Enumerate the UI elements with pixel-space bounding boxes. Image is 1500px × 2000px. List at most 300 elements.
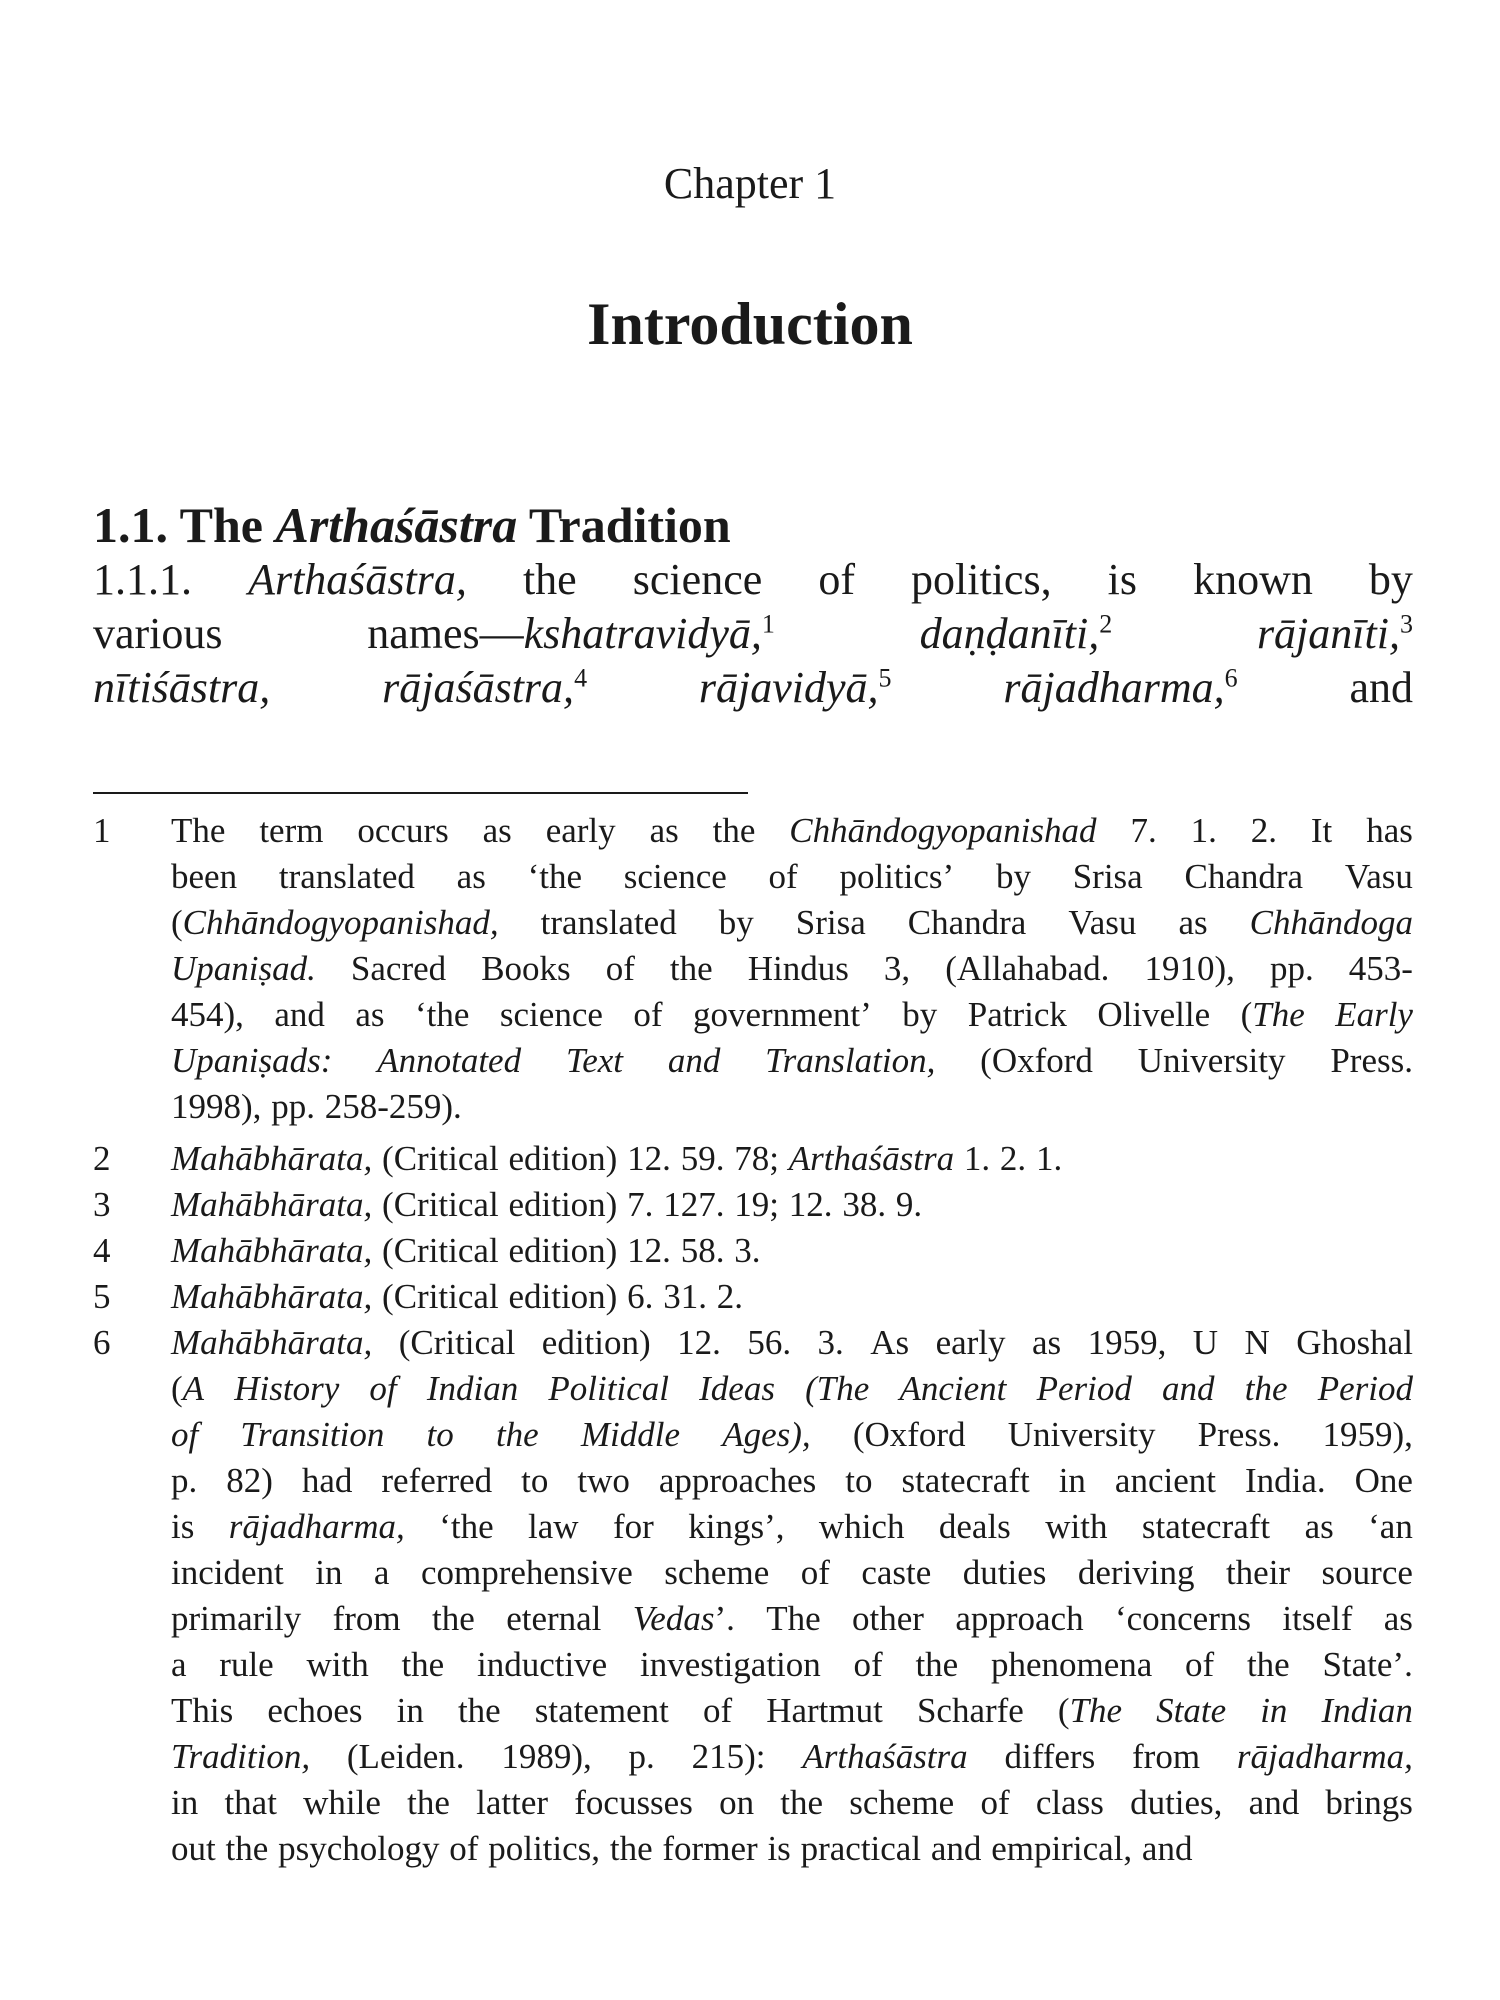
paragraph-line-1 [93,555,1413,604]
footnote-word: the [1246,1645,1290,1684]
footnote-line [171,808,1413,854]
footnote-word: Chhāndoga [1249,903,1413,942]
footnote-word: rājadharma, [228,1507,405,1546]
footnote-word: Srisa [795,903,866,942]
footnote-word: Chandra [1184,857,1304,896]
footnote-word: translated [278,857,415,896]
footnote-line [171,900,1413,946]
footnote-word: Period [1317,1369,1413,1408]
footnote-word: (A [171,1369,205,1408]
footnote-word: 3. [734,1231,761,1270]
footnote-word: The [171,811,226,850]
footnote-word: Chandra [907,903,1027,942]
footnote-word: 19; [734,1185,779,1224]
footnote-word: with [1045,1507,1108,1546]
footnote-line [171,1320,1413,1366]
footnote-word: statement [534,1691,669,1730]
footnote-word: 7. [1130,811,1157,850]
footnote-word: 31. [663,1277,707,1316]
footnote-ref[interactable]: 2 [1099,609,1113,639]
footnote-word: practical [800,1829,922,1868]
footnote-word: University [1137,1041,1286,1080]
footnote-word: Period [1036,1369,1132,1408]
footnote-word: the [457,1691,501,1730]
footnote-word: ancient [1114,1461,1216,1500]
footnote-word: statecraft [1141,1507,1271,1546]
footnote-word: the [780,1783,824,1822]
footnote-word: (The [1057,1691,1123,1730]
footnote-word: The [766,1599,821,1638]
footnote-word: Annotated [377,1041,522,1080]
footnote-word: echoes [267,1691,363,1730]
footnote-word: deriving [1077,1553,1195,1592]
footnote-word: Indian [426,1369,519,1408]
footnote-word: 82) [226,1461,273,1500]
footnote-word: 56. [747,1323,792,1362]
footnote-number: 5 [93,1277,111,1316]
footnote-word: 258-259). [324,1087,462,1126]
paragraph-word: is [1107,555,1138,604]
footnote-line [171,1550,1413,1596]
footnote-line [171,1458,1413,1504]
footnote-word: science [623,857,727,896]
footnote-word: ‘the [415,995,470,1034]
footnote-word: the [401,1645,445,1684]
footnote-word: University [1007,1415,1156,1454]
footnote-word: approaches [658,1461,817,1500]
footnote-word: (Oxford [852,1415,966,1454]
footnote-word: law [528,1507,579,1546]
footnote-1 [93,808,1413,1130]
footnote-word: other [852,1599,924,1638]
footnote-word: (Critical [382,1139,499,1178]
footnote-word: a [171,1645,187,1684]
footnote-word: and [667,1041,721,1080]
footnote-word: 12. [627,1139,671,1178]
footnote-word: the [432,1599,475,1638]
paragraph-term: daṇḍanīti, [919,609,1100,658]
footnote-word: with [306,1645,369,1684]
footnote-word: class [1035,1783,1104,1822]
footnote-word: Sacred [350,949,447,988]
footnote-word: caste [861,1553,932,1592]
footnote-word: Patrick [967,995,1067,1034]
chapter-label: Chapter 1 [663,159,837,208]
footnote-body [171,1182,1413,1228]
footnote-word: ‘the [527,857,583,896]
footnote-body [171,1274,1413,1320]
footnote-word: Hartmut [766,1691,883,1730]
chapter-title: Introduction [587,291,913,357]
footnote-word: (Critical [382,1277,499,1316]
footnote-word: to [521,1461,549,1500]
footnote-word: One [1354,1461,1413,1500]
paragraph-term: kshatravidyā, [523,609,762,658]
footnote-word: 1. [1190,811,1217,850]
footnote-word: 38. [842,1185,887,1224]
footnote-word: edition) [508,1231,618,1270]
footnote-word: out [171,1829,216,1868]
footnote-word: edition) [508,1277,618,1316]
footnote-word: Ghoshal [1296,1323,1413,1362]
footnote-word: as [1383,1599,1413,1638]
footnote-word: phenomena [990,1645,1153,1684]
footnote-word: Early [1335,995,1413,1034]
footnote-word: 3, [883,949,911,988]
footnote-ref[interactable]: 1 [761,609,775,639]
paragraph-word: the [522,555,577,604]
footnote-word: 1. [963,1139,991,1178]
footnote-number: 4 [93,1231,111,1270]
footnote-line [171,1366,1413,1412]
footnote-ref[interactable]: 6 [1224,663,1238,693]
footnote-word: This [171,1691,234,1730]
footnote-line [171,1182,1413,1228]
footnote-word: the [669,949,713,988]
footnote-word: to [845,1461,873,1500]
paragraph-word: Arthaśāstra, [248,555,467,604]
footnote-word: of [853,1645,883,1684]
footnote-word: the [712,811,756,850]
footnote-word: of [633,995,663,1034]
paragraph-phrase [1256,609,1413,658]
footnote-word: referred [381,1461,493,1500]
footnote-word: as [1304,1507,1334,1546]
footnote-word: the [609,1829,653,1868]
footnote-word: p. [171,1461,198,1500]
footnote-word: of [369,1369,397,1408]
footnote-word: pp. [271,1087,315,1126]
footnote-word: in [1260,1691,1288,1730]
footnote-word: (Critical [382,1231,499,1270]
footnote-word: the [1244,1369,1288,1408]
footnote-word: is [767,1829,791,1868]
footnote-word: from [1132,1737,1201,1776]
footnote-4 [93,1228,1413,1274]
footnote-word: Srisa [1072,857,1143,896]
footnote-word: Transition [240,1415,385,1454]
footnote-word: translated [540,903,677,942]
footnote-word: duties [962,1553,1047,1592]
paragraph-number: 1.1.1. [93,555,192,604]
footnote-word: the [915,1645,959,1684]
footnote-word: State [1156,1691,1227,1730]
footnote-word: Olivelle [1097,995,1211,1034]
footnote-number: 6 [93,1323,111,1362]
footnote-word: Arthaśāstra [802,1737,968,1776]
footnote-word: It [1310,811,1333,850]
paragraph-term: rājaśāstra, [382,663,575,712]
footnote-word: statecraft [901,1461,1030,1500]
footnote-word: in [1058,1461,1086,1500]
footnote-word: 6. [627,1277,654,1316]
footnote-word: of [1185,1645,1215,1684]
footnote-word: (Critical [382,1185,499,1224]
paragraph-term: rājavidyā, [698,663,879,712]
footnote-word: to [426,1415,454,1454]
footnotes-section [93,808,1413,1872]
footnote-word: and [1248,1783,1300,1822]
footnote-word: Middle [580,1415,681,1454]
footnote-line [171,1038,1413,1084]
footnote-word: (Allahabad. [945,949,1110,988]
footnote-word: 12. [677,1323,721,1362]
footnote-line [171,1228,1413,1274]
paragraph-line-3 [93,663,1413,712]
footnote-word: by [902,995,938,1034]
footnote-separator [93,792,748,794]
footnote-word: Indian [1321,1691,1413,1730]
footnote-line [171,992,1413,1038]
footnote-word: as [456,857,486,896]
paragraph-phrase [919,609,1113,658]
footnote-word: as [1178,903,1208,942]
section-number: 1.1. [93,497,168,553]
footnote-word: of [702,1691,733,1730]
footnote-word: Text [565,1041,623,1080]
paragraph-phrase [382,663,588,712]
footnote-word: the [225,1829,269,1868]
footnote-word: Mahābhārata, [171,1185,373,1224]
footnote-word: for [613,1507,654,1546]
footnote-word: and [274,995,325,1034]
paragraph-phrase [367,609,775,658]
footnote-word: ‘concerns [1114,1599,1251,1638]
footnote-line [171,1596,1413,1642]
footnote-word: U [1192,1323,1219,1362]
footnote-word: scheme [664,1553,770,1592]
paragraph-word: known [1193,555,1313,604]
footnote-word: two [577,1461,630,1500]
footnote-word: edition) [541,1323,651,1362]
footnote-word: (Oxford [980,1041,1093,1080]
footnote-word: 454), [171,995,244,1034]
footnote-number: 2 [93,1139,111,1178]
footnote-word: edition) [508,1139,618,1178]
footnote-word: 3. [817,1323,844,1362]
footnote-word: Mahābhārata, [171,1323,373,1362]
paragraph-word: various [93,609,223,658]
footnote-ref[interactable]: 5 [878,663,892,693]
footnote-word: incident [171,1553,284,1592]
footnote-line [171,1642,1413,1688]
footnote-word: occurs [357,811,449,850]
footnote-word: psychology [278,1829,440,1868]
footnote-word: their [1225,1553,1291,1592]
footnote-word: primarily [171,1599,302,1638]
footnote-word: source [1321,1553,1413,1592]
footnote-word: politics’ [839,857,955,896]
footnote-word: investigation [639,1645,821,1684]
paragraph-word: politics, [911,555,1052,604]
footnote-word: 2. [999,1139,1027,1178]
footnote-word: 2. [716,1277,743,1316]
footnote-word: (Leiden. [346,1737,465,1776]
footnote-word: in [396,1691,424,1730]
footnote-word: itself [1282,1599,1353,1638]
footnote-word: Vasu [1068,903,1137,942]
footnote-ref[interactable]: 3 [1399,609,1413,639]
paragraph-word: science [632,555,763,604]
footnote-word: Vasu [1344,857,1413,896]
footnote-word: 59. [680,1139,725,1178]
footnote-word: deals [938,1507,1011,1546]
footnote-line [171,854,1413,900]
footnote-word: 1959, [1087,1323,1167,1362]
footnote-word: has [1366,811,1413,850]
footnote-word: (The [1240,995,1305,1034]
footnote-body [171,808,1413,1130]
footnote-word: Tradition, [171,1737,311,1776]
footnote-line [171,1688,1413,1734]
footnote-word: edition) [508,1185,618,1224]
footnote-word: 2. [1250,811,1277,850]
footnote-word: Scharfe [916,1691,1024,1730]
section-title-italic: Arthaśāstra [275,497,518,553]
paragraph-phrase [698,663,892,712]
footnote-word: latter [476,1783,549,1822]
footnote-word: 127. [663,1185,725,1224]
paragraph-term: rājadharma, [1003,663,1225,712]
footnote-word: the [495,1415,539,1454]
footnote-word: 7. [627,1185,654,1224]
footnote-word: as [649,811,679,850]
footnote-word: p. [628,1737,655,1776]
footnote-line [171,1136,1413,1182]
footnote-word: Translation, [765,1041,936,1080]
footnote-word: politics, [488,1829,601,1868]
footnote-word: 1989), [501,1737,592,1776]
paragraph-phrase [1003,663,1238,712]
footnote-word: as [1031,1323,1062,1362]
footnote-word: comprehensive [420,1553,633,1592]
footnote-word: while [303,1783,381,1822]
footnote-word: Vedas’. [632,1599,735,1638]
footnote-word: brings [1325,1783,1413,1822]
footnote-line [171,946,1413,992]
paragraph-term: nītiśāstra, [93,663,271,712]
footnote-word: in [315,1553,343,1592]
footnote-line [171,1504,1413,1550]
footnote-word: term [259,811,324,850]
paragraph-line-2 [93,609,1413,658]
footnote-word: 1910), [1144,949,1235,988]
footnote-word: rule [219,1645,274,1684]
footnote-word: scheme [849,1783,955,1822]
footnote-word: focusses [574,1783,693,1822]
footnote-word: Upaniṣads: [171,1041,333,1080]
footnote-word: former [662,1829,758,1868]
footnote-word: Mahābhārata, [171,1277,373,1316]
paragraph-word: by [1368,555,1413,604]
footnote-word: 78; [734,1139,779,1178]
footnote-word: (Critical [398,1323,516,1362]
paragraph-term: rājanīti, [1256,609,1400,658]
footnote-word: from [332,1599,401,1638]
footnote-word: 215): [691,1737,766,1776]
footnote-word: and [1141,1829,1193,1868]
footnote-word: N [1244,1323,1270,1362]
footnote-word: History [234,1369,340,1408]
footnote-word: 453- [1348,949,1413,988]
paragraph-word: of [818,555,855,604]
footnote-word: 1. [1035,1139,1063,1178]
footnote-word: of [800,1553,830,1592]
footnote-word: the [407,1783,450,1822]
footnote-word: Ages), [722,1415,811,1454]
footnote-number: 3 [93,1185,111,1224]
footnote-word: science [499,995,603,1034]
footnote-word: differs [1004,1737,1096,1776]
footnote-6 [93,1320,1413,1872]
footnote-number: 1 [93,811,111,850]
footnote-word: and [930,1829,982,1868]
footnote-word: of [980,1783,1010,1822]
footnote-word: a [373,1553,390,1592]
footnote-body [171,1136,1413,1182]
footnote-word: Mahābhārata, [171,1231,373,1270]
section-heading [93,496,1413,554]
footnote-word: ‘an [1368,1507,1413,1546]
footnote-word: As [870,1323,910,1362]
footnote-word: 1959), [1322,1415,1413,1454]
footnote-word: Ancient [899,1369,1007,1408]
footnote-word: (Chhāndogyopanishad, [171,903,499,942]
footnote-3 [93,1182,1413,1228]
footnote-word: Press. [1197,1415,1281,1454]
footnote-line [171,1412,1413,1458]
footnote-word: by [718,903,754,942]
footnote-word: government’ [692,995,872,1034]
footnote-word: inductive [476,1645,608,1684]
footnote-word: and [1162,1369,1215,1408]
footnote-word: 1998), [171,1087,262,1126]
footnote-word: Mahābhārata, [171,1139,373,1178]
section-title-pre: The [179,497,263,553]
footnote-word: early [935,1323,1006,1362]
footnote-word: Arthaśāstra [788,1139,955,1178]
footnote-word: of [449,1829,479,1868]
footnote-word: eternal [506,1599,602,1638]
footnote-word: as [355,995,385,1034]
footnote-word: duties, [1130,1783,1223,1822]
footnote-word: is [171,1507,195,1546]
footnote-word: kings’, [688,1507,785,1546]
footnote-word: of [171,1415,199,1454]
footnote-word: State’. [1322,1645,1413,1684]
footnote-ref[interactable]: 4 [574,663,588,693]
footnote-word: ‘the [439,1507,494,1546]
footnote-word: Ideas [699,1369,775,1408]
footnote-body [171,1320,1413,1872]
footnote-word: pp. [1269,949,1314,988]
footnote-word: of [605,949,635,988]
footnote-word: 58. [680,1231,725,1270]
footnote-word: that [224,1783,277,1822]
footnote-word: Books [481,949,571,988]
footnote-word: (The [805,1369,870,1408]
footnote-line [171,1084,1413,1130]
section-title-post: Tradition [528,497,731,553]
footnote-word: 12. [627,1231,671,1270]
footnote-line [171,1780,1413,1826]
footnote-body [171,1228,1413,1274]
footnote-word: Chhāndogyopanishad [789,811,1097,850]
footnote-line [171,1274,1413,1320]
footnote-word: which [818,1507,905,1546]
footnote-word: approach [955,1599,1084,1638]
footnote-word: Hindus [747,949,849,988]
